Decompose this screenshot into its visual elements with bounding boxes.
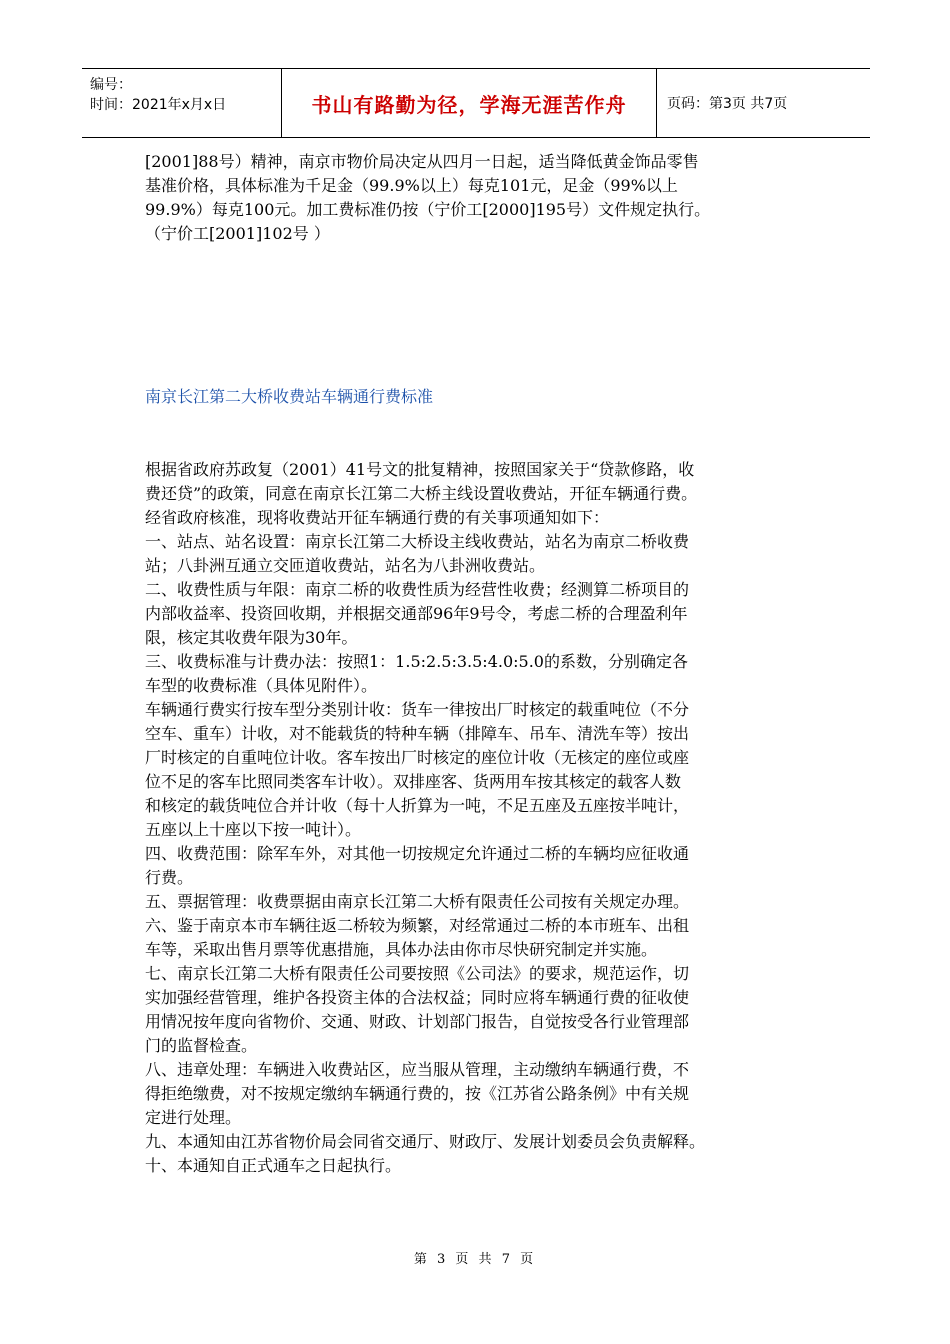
text-line: 空车、重车）计收，对不能载货的特种车辆（排障车、吊车、清洗车等）按出 [145, 724, 690, 743]
text-line: 位不足的客车比照同类客车计收）。双排座客、货两用车按其核定的载客人数 [145, 772, 682, 791]
text-line: 行费。 [145, 868, 194, 887]
text-line: 二、收费性质与年限：南京二桥的收费性质为经营性收费；经测算二桥项目的 [145, 580, 690, 599]
header-motto: 书山有路勤为径，学海无涯苦作舟 [282, 69, 657, 137]
text-line: 三、收费标准与计费办法：按照1：1.5:2.5:3.5:4.0:5.0的系数，分别确定各 [145, 652, 688, 671]
text-line: 限，核定其收费年限为30年。 [145, 628, 358, 647]
notice-body [145, 458, 815, 1178]
page-footer: 第 3 页 共 7 页 [413, 1252, 537, 1267]
text-line: 和核定的载货吨位合并计收（每十人折算为一吨，不足五座及五座按半吨计， [145, 796, 690, 815]
text-line: 五、票据管理：收费票据由南京长江第二大桥有限责任公司按有关规定办理。 [145, 892, 690, 911]
text-line: 四、收费范围：除军车外，对其他一切按规定允许通过二桥的车辆均应征收通 [145, 844, 690, 863]
text-line: 内部收益率、投资回收期，并根据交通部96年9号令，考虑二桥的合理盈利年 [145, 604, 688, 623]
text-line: 站；八卦洲互通立交匝道收费站，站名为八卦洲收费站。 [145, 556, 546, 575]
text-line: 八、违章处理：车辆进入收费站区，应当服从管理，主动缴纳车辆通行费，不 [145, 1060, 690, 1079]
text-line: 六、鉴于南京本市车辆往返二桥较为频繁，对经常通过二桥的本市班车、出租 [145, 916, 690, 935]
header-meta [82, 69, 282, 137]
text-line: 基准价格，具体标准为千足金（99.9%以上）每克101元，足金（99%以上 [145, 176, 678, 195]
page-header [82, 68, 870, 138]
text-line: 车等，采取出售月票等优惠措施，具体办法由你市尽快研究制定并实施。 [145, 940, 658, 959]
text-line: 根据省政府苏政复（2001）41号文的批复精神，按照国家关于“贷款修路，收 [145, 460, 695, 479]
text-line: 实加强经营管理，维护各投资主体的合法权益；同时应将车辆通行费的征收使 [145, 988, 690, 1007]
text-line: 车辆通行费实行按车型分类别计收：货车一律按出厂时核定的载重吨位（不分 [145, 700, 690, 719]
text-line: 七、南京长江第二大桥有限责任公司要按照《公司法》的要求，规范运作，切 [145, 964, 690, 983]
number-label: 编号： [90, 77, 132, 93]
text-line: 五座以上十座以下按一吨计）。 [145, 820, 362, 839]
text-line: 定进行处理。 [145, 1108, 242, 1127]
text-line: 车型的收费标准（具体见附件）。 [145, 676, 378, 695]
section-title: 南京长江第二大桥收费站车辆通行费标准 [145, 387, 434, 406]
header-page-label: 页码：第3页 共7页 [667, 96, 788, 112]
time-label: 时间：2021年x月x日 [90, 97, 227, 113]
top-paragraph [145, 150, 810, 246]
text-line: 厂时核定的自重吨位计收。客车按出厂时核定的座位计收（无核定的座位或座 [145, 748, 690, 767]
text-line: 用情况按年度向省物价、交通、财政、计划部门报告，自觉按受各行业管理部 [145, 1012, 690, 1031]
text-line: 门的监督检查。 [145, 1036, 258, 1055]
text-line: 费还贷”的政策，同意在南京长江第二大桥主线设置收费站，开征车辆通行费。 [145, 484, 698, 503]
text-line: （宁价工[2001]102号 ） [145, 224, 330, 243]
text-line: 99.9%）每克100元。加工费标准仍按（宁价工[2000]195号）文件规定执行。 [145, 200, 711, 219]
text-line: 十、本通知自正式通车之日起执行。 [145, 1156, 402, 1175]
text-line: 九、本通知由江苏省物价局会同省交通厅、财政厅、发展计划委员会负责解释。 [145, 1132, 706, 1151]
text-line: 经省政府核准，现将收费站开征车辆通行费的有关事项通知如下： [145, 508, 610, 527]
text-line: 一、站点、站名设置：南京长江第二大桥设主线收费站，站名为南京二桥收费 [145, 532, 690, 551]
text-line: [2001]88号）精神，南京市物价局决定从四月一日起，适当降低黄金饰品零售 [145, 152, 699, 171]
text-line: 得拒绝缴费，对不按规定缴纳车辆通行费的，按《江苏省公路条例》中有关规 [145, 1084, 690, 1103]
